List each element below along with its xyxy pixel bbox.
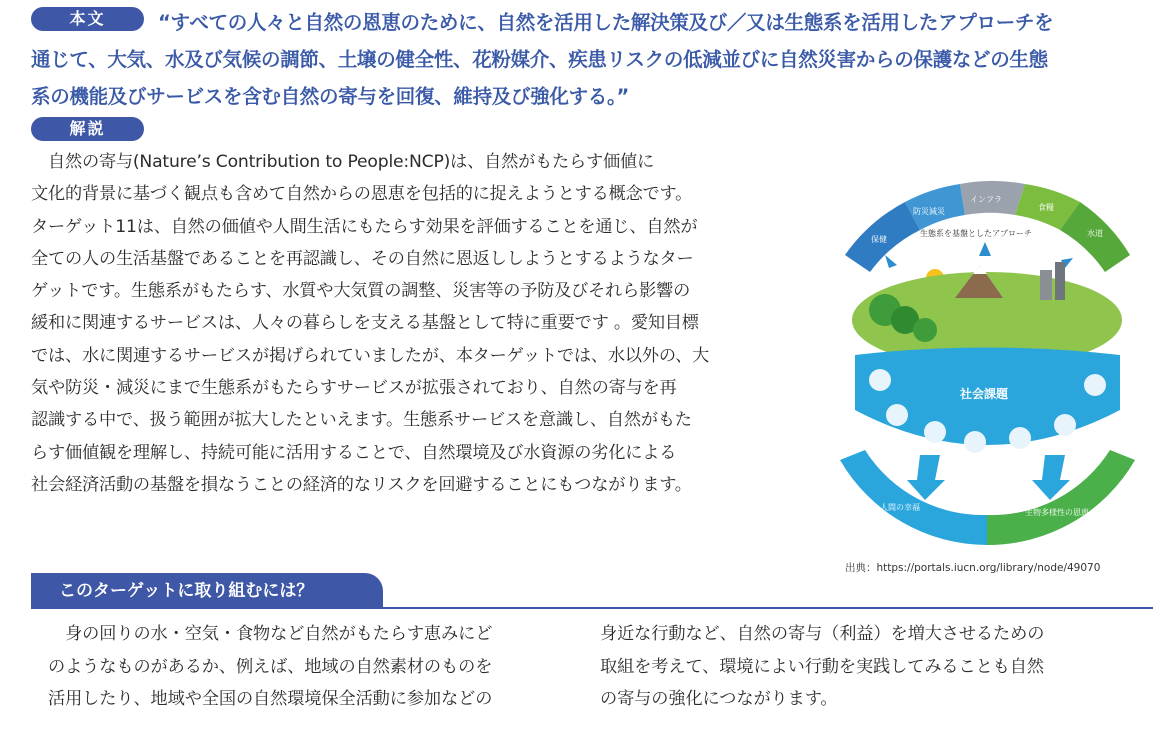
body-line: 気や防災・減災にまで生態系がもたらすサービスが拡張されており、自然の寄与を再 [31, 378, 677, 399]
action-line: 身の回りの水・空気・食物など自然がもたらす恵みにど [48, 624, 493, 644]
section-heading: このターゲットに取り組むには？ [31, 573, 383, 609]
wellbeing-arc [840, 450, 987, 545]
action-text-right [600, 618, 1140, 716]
action-line: 身近な行動など、自然の寄与（利益）を増大させるための [600, 624, 1045, 644]
body-line: 文化的背景に基づく観点も含めて自然からの恩恵を包括的に捉えようとする概念です。 [31, 184, 693, 205]
quote-line-2: 通じて、大気、水及び気候の調節、土壌の健全性、花粉媒介、疾患リスクの低減並びに自然災害からの保護などの生態 [31, 48, 1048, 71]
ring-label-water: 水道 [1087, 229, 1103, 238]
body-line: らす価値観を理解し、持続可能に活用することで、自然環境及び水資源の劣化による [31, 442, 677, 463]
body-line: 全ての人の生活基盤であることを再認識し、その自然に恩返ししようとするようなター [31, 248, 694, 269]
center-label: 社会課題 [960, 387, 1009, 401]
body-line: では、水に関連するサービスが掲げられていましたが、本ターゲットでは、水以外の、大 [31, 345, 710, 366]
label-kaisetsu: 解説 [31, 117, 144, 141]
body-line: 緩和に関連するサービスは、人々の暮らしを支える基盤として特に重要です 。愛知目標 [31, 313, 699, 334]
ring-label-infra: インフラ [970, 195, 1002, 204]
action-line: のようなものがあるか、例えば、地域の自然素材のものを [48, 656, 493, 677]
ring-label-health: 保健 [871, 235, 887, 244]
body-line: 認識する中で、扱う範囲が拡大したといえます。生態系サービスを意識し、自然がもた [31, 410, 692, 431]
action-line: 取組を考えて、環境によい行動を実践してみることも自然 [600, 656, 1044, 677]
quote-line-3: 系の機能及びサービスを含む自然の寄与を回復、維持及び強化する。” [31, 85, 629, 108]
explanation-text [31, 146, 791, 501]
bottom-left-label: 人間の幸福 [880, 503, 920, 512]
ring-label-food: 食糧 [1038, 203, 1054, 212]
body-line: 社会経済活動の基盤を損なうことの経済的なリスクを回避することにもつながります。 [31, 474, 692, 495]
body-line: ターゲット11は、自然の価値や人間生活にもたらす効果を評価することを通じ、自然が [31, 216, 698, 237]
action-line: の寄与の強化につながります。 [600, 689, 838, 709]
section-divider [31, 607, 1153, 609]
body-line: 自然の寄与(Nature’s Contribution to People:NCP)は、自然がもたらす価値に [31, 152, 654, 172]
label-honbun: 本文 [31, 7, 144, 31]
action-line: 活用したり、地域や全国の自然環境保全活動に参加などの [48, 689, 493, 709]
quote-line-1: “すべての人々と自然の恩恵のために、自然を活用した解決策及び／又は生態系を活用したアプローチを [158, 11, 1054, 34]
down-arrows [885, 242, 1073, 268]
figure-caption: 出典：https://portals.iucn.org/library/node/49070 [845, 562, 1101, 574]
nature-based-solutions-figure [825, 170, 1150, 555]
body-line: ゲットです。生態系がもたらす、水質や大気質の調整、災害等の予防及びそれら影響の [31, 281, 691, 302]
action-text-left [48, 618, 588, 716]
ring-label-disaster: 防災減災 [913, 207, 945, 216]
approach-arc-title: 生態系を基盤としたアプローチ [920, 229, 1032, 238]
bottom-right-label: 生物多様性の恩恵 [1025, 508, 1089, 517]
